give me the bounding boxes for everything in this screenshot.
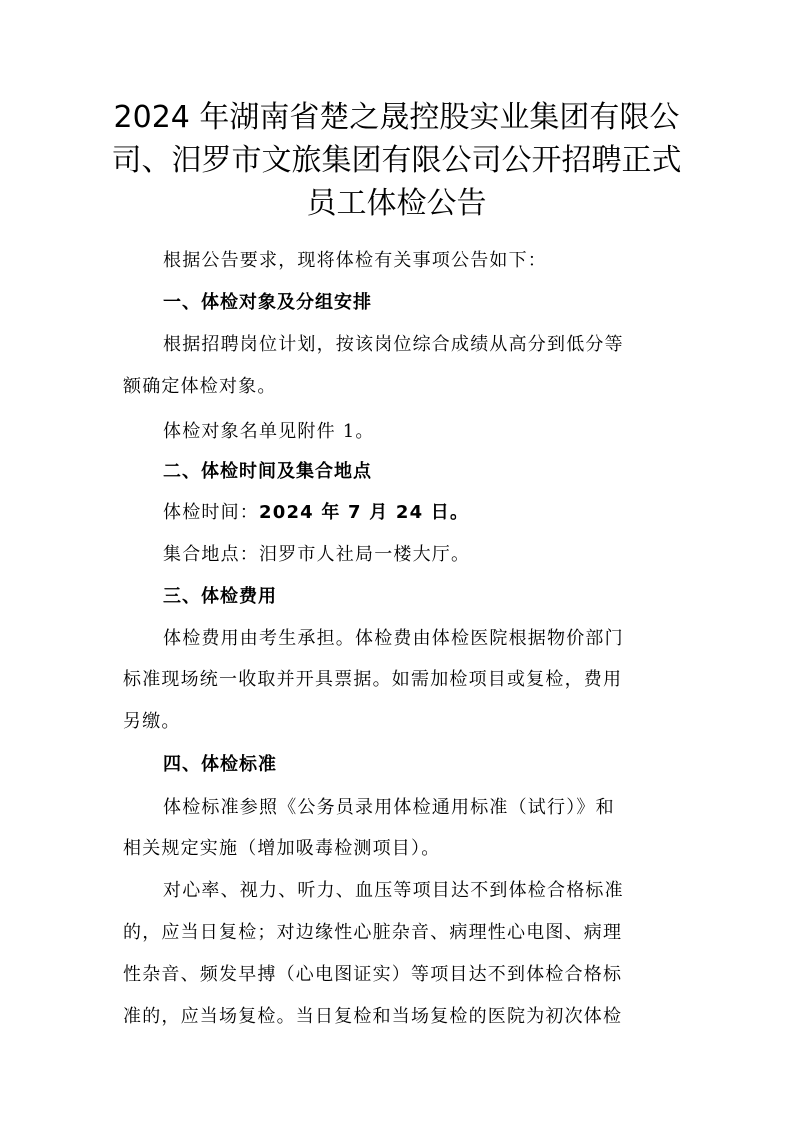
- section-4-para-2-line-4: 准的，应当场复检。当日复检和当场复检的医院为初次体检: [123, 1006, 623, 1027]
- exam-time-value: 2024 年 7 月 24 日。: [259, 502, 470, 523]
- section-1-heading: 一、体检对象及分组安排: [163, 292, 372, 313]
- section-3-line-1: 体检费用由考生承担。体检费由体检医院根据物价部门: [163, 628, 624, 649]
- section-1-para-2: 体检对象名单见附件 1。: [163, 421, 375, 442]
- section-2-heading: 二、体检时间及集合地点: [163, 461, 372, 482]
- section-3-heading: 三、体检费用: [163, 586, 277, 607]
- section-4-para-1-line-2: 相关规定实施（增加吸毒检测项目）。: [123, 838, 441, 859]
- section-3-line-3: 另缴。: [123, 711, 181, 732]
- section-4-para-1-line-1: 体检标准参照《公务员录用体检通用标准（试行）》和: [163, 797, 615, 818]
- section-1-para-1-line-1: 根据招聘岗位计划，按该岗位综合成绩从高分到低分等: [163, 334, 624, 355]
- exam-time-line: [163, 499, 469, 527]
- section-4-para-2-line-3: 性杂音、频发早搏（心电图证实）等项目达不到体检合格标: [123, 964, 623, 985]
- title-line-3: 员工体检公告: [306, 186, 487, 221]
- section-3-line-2: 标准现场统一收取并开具票据。如需加检项目或复检，费用: [123, 669, 623, 690]
- intro-paragraph: 根据公告要求，现将体检有关事项公告如下：: [163, 250, 547, 271]
- section-1-para-1-line-2: 额确定体检对象。: [123, 376, 277, 397]
- section-4-para-2-line-1: 对心率、视力、听力、血压等项目达不到体检合格标准: [163, 880, 624, 901]
- page-title: [110, 96, 683, 225]
- title-line-1: 2024 年湖南省楚之晟控股实业集团有限公: [113, 100, 680, 135]
- exam-time-label: 体检时间：: [163, 502, 259, 523]
- section-4-heading: 四、体检标准: [163, 754, 277, 775]
- assembly-place: 集合地点：汨罗市人社局一楼大厅。: [163, 544, 471, 565]
- section-4-para-2-line-2: 的，应当日复检；对边缘性心脏杂音、病理性心电图、病理: [123, 922, 623, 943]
- title-line-2: 司、汨罗市文旅集团有限公司公开招聘正式: [111, 143, 682, 178]
